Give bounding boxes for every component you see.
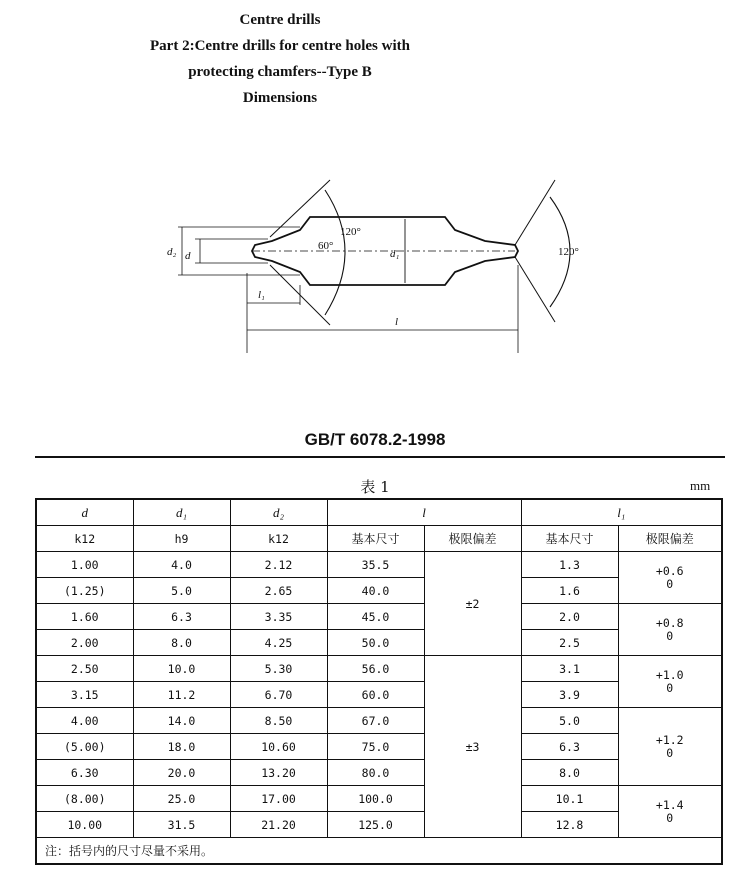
table-row xyxy=(36,552,722,578)
angle-120-right-label: 120° xyxy=(558,246,579,258)
header-d2-class: k12 xyxy=(230,526,327,552)
cell-d2: 2.12 xyxy=(230,552,327,578)
title-line-3: protecting chamfers--Type B xyxy=(188,64,372,80)
centre-drill-drawing xyxy=(150,175,600,360)
cell-d1: 20.0 xyxy=(133,760,230,786)
cell-l: 60.0 xyxy=(327,682,424,708)
cell-l: 40.0 xyxy=(327,578,424,604)
cell-d2: 2.65 xyxy=(230,578,327,604)
cell-l: 56.0 xyxy=(327,656,424,682)
tolerance-upper: +0.8 xyxy=(655,615,684,630)
cell-l1: 2.5 xyxy=(521,630,618,656)
tolerance-lower: 0 xyxy=(666,810,674,825)
table-row xyxy=(36,786,722,812)
header-d1: d₁ xyxy=(133,499,230,526)
cell-d2: 5.30 xyxy=(230,656,327,682)
header-l: l xyxy=(327,499,521,526)
divider xyxy=(35,456,725,458)
cell-d1: 14.0 xyxy=(133,708,230,734)
table-caption: 表 1 xyxy=(360,478,390,496)
cell-l-tolerance: ±3 xyxy=(424,656,521,838)
cell-d2: 13.20 xyxy=(230,760,327,786)
angle-120-left-label: 120° xyxy=(340,226,361,238)
header-d1-class: h9 xyxy=(133,526,230,552)
cell-d2: 10.60 xyxy=(230,734,327,760)
cell-d: (8.00) xyxy=(36,786,133,812)
header-d: d xyxy=(36,499,133,526)
cell-l1-tolerance xyxy=(618,552,722,604)
table-row xyxy=(36,708,722,734)
tolerance-lower: 0 xyxy=(666,745,674,760)
tolerance-upper: +1.0 xyxy=(655,667,684,682)
d-label: d xyxy=(185,250,191,262)
standard-number: GB/T 6078.2-1998 xyxy=(304,430,446,449)
cell-d1: 4.0 xyxy=(133,552,230,578)
cell-d1: 5.0 xyxy=(133,578,230,604)
cell-d2: 3.35 xyxy=(230,604,327,630)
cell-l1: 1.3 xyxy=(521,552,618,578)
cell-l1-tolerance xyxy=(618,786,722,838)
table-row xyxy=(36,656,722,682)
cell-l: 80.0 xyxy=(327,760,424,786)
d2-label: d₂ xyxy=(167,246,177,258)
cell-l1: 6.3 xyxy=(521,734,618,760)
cell-d: 3.15 xyxy=(36,682,133,708)
cell-d: 1.00 xyxy=(36,552,133,578)
cell-l-tolerance: ±2 xyxy=(424,552,521,656)
cell-l: 50.0 xyxy=(327,630,424,656)
cell-d2: 8.50 xyxy=(230,708,327,734)
table-note: 注：括号内的尺寸尽量不采用。 xyxy=(36,838,722,865)
cell-d2: 21.20 xyxy=(230,812,327,838)
cell-l: 100.0 xyxy=(327,786,424,812)
cell-l1: 1.6 xyxy=(521,578,618,604)
cell-l1: 10.1 xyxy=(521,786,618,812)
cell-d1: 31.5 xyxy=(133,812,230,838)
cell-d: (1.25) xyxy=(36,578,133,604)
cell-l1: 3.9 xyxy=(521,682,618,708)
cell-l: 125.0 xyxy=(327,812,424,838)
unit-label: mm xyxy=(690,478,711,493)
cell-d1: 8.0 xyxy=(133,630,230,656)
cell-d1: 10.0 xyxy=(133,656,230,682)
cell-l1: 3.1 xyxy=(521,656,618,682)
header-l-tol: 极限偏差 xyxy=(424,526,521,552)
cell-d: 10.00 xyxy=(36,812,133,838)
cell-d: 6.30 xyxy=(36,760,133,786)
d1-label: d₁ xyxy=(390,248,400,260)
header-l1: l₁ xyxy=(521,499,722,526)
cell-d: 2.00 xyxy=(36,630,133,656)
cell-l: 75.0 xyxy=(327,734,424,760)
cell-l1-tolerance xyxy=(618,604,722,656)
tolerance-upper: +1.4 xyxy=(655,797,684,812)
title-line-4: Dimensions xyxy=(242,90,318,106)
cell-d2: 17.00 xyxy=(230,786,327,812)
cell-d1: 18.0 xyxy=(133,734,230,760)
cell-d2: 6.70 xyxy=(230,682,327,708)
header-d2: d₂ xyxy=(230,499,327,526)
title-line-2: Part 2:Centre drills for centre holes with xyxy=(150,38,410,54)
header-l1-basic: 基本尺寸 xyxy=(521,526,618,552)
table-body xyxy=(36,552,722,838)
cell-l1-tolerance xyxy=(618,656,722,708)
header-d-class: k12 xyxy=(36,526,133,552)
cell-l1: 2.0 xyxy=(521,604,618,630)
dimensions-table xyxy=(35,498,723,865)
cell-d: 2.50 xyxy=(36,656,133,682)
cell-d1: 25.0 xyxy=(133,786,230,812)
cell-l1: 12.8 xyxy=(521,812,618,838)
l1-label: l₁ xyxy=(258,289,265,301)
header-l-basic: 基本尺寸 xyxy=(327,526,424,552)
cell-d: 4.00 xyxy=(36,708,133,734)
cell-l1: 5.0 xyxy=(521,708,618,734)
cell-d: 1.60 xyxy=(36,604,133,630)
l-label: l xyxy=(395,316,399,328)
cell-l1-tolerance xyxy=(618,708,722,786)
cell-d2: 4.25 xyxy=(230,630,327,656)
cell-d1: 6.3 xyxy=(133,604,230,630)
cell-l: 35.5 xyxy=(327,552,424,578)
header-l1-tol: 极限偏差 xyxy=(618,526,722,552)
cell-d: (5.00) xyxy=(36,734,133,760)
cell-l1: 8.0 xyxy=(521,760,618,786)
tolerance-upper: +1.2 xyxy=(655,732,684,747)
tolerance-lower: 0 xyxy=(666,576,674,591)
tolerance-lower: 0 xyxy=(666,628,674,643)
tolerance-upper: +0.6 xyxy=(655,563,684,578)
cell-l: 67.0 xyxy=(327,708,424,734)
cell-l: 45.0 xyxy=(327,604,424,630)
table-row xyxy=(36,604,722,630)
angle-60-label: 60° xyxy=(318,240,334,252)
title-line-1: Centre drills xyxy=(239,12,321,28)
tolerance-lower: 0 xyxy=(666,680,674,695)
cell-d1: 11.2 xyxy=(133,682,230,708)
